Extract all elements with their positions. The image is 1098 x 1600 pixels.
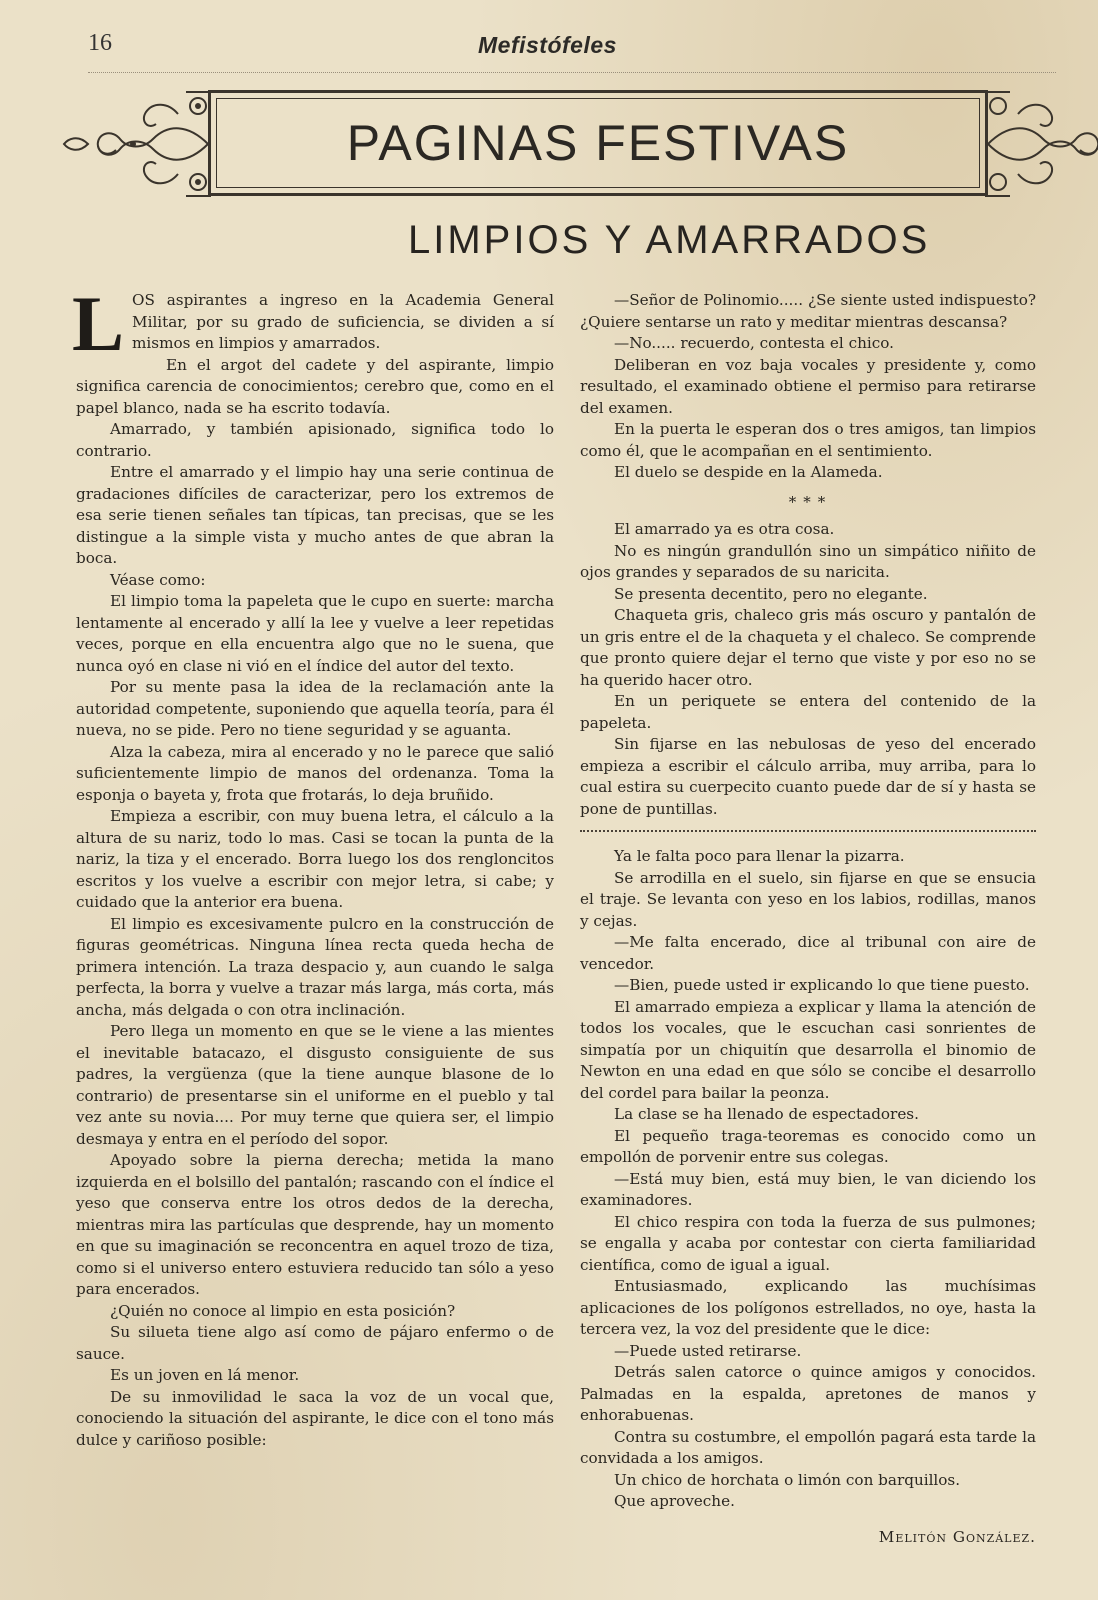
banner-ornament-right-icon (978, 84, 1098, 204)
paragraph: Que aproveche. (614, 1492, 735, 1510)
paragraph: Véase como: (110, 570, 206, 589)
author-signature: Melitón González. (878, 1527, 1036, 1546)
banner-ornament-left-icon (58, 84, 218, 204)
paragraph: El duelo se despide en la Alameda. (614, 463, 883, 481)
paragraph: Entre el amarrado y el limpio hay una serie continua de gradaciones difíciles de caracterizar, pero los extremos de esa serie tienen señales tan típicas, tan precisas, que se les distingue a la simple vista y mucho antes de que abran la boca. (76, 463, 554, 567)
paragraph: Se presenta decentito, pero no elegante. (614, 584, 928, 603)
paragraph: La clase se ha llenado de espectadores. (614, 1105, 919, 1123)
section-title: PAGINAS FESTIVAS (346, 115, 850, 171)
page-number: 16 (88, 30, 112, 56)
paragraph: Empieza a escribir, con muy buena letra, el cálculo a la altura de su nariz, todo lo mas. Casi se tocan la punta de la nariz, la tiza y el encerado. Borra luego los dos rengloncitos escritos y los vuelve a escribir con mejor letra, si cabe; y cuidado que la anterior era buena. (76, 807, 554, 911)
paragraph: El limpio es excesivamente pulcro en la construcción de figuras geométricas. Ninguna línea recta queda hecha de primera intención. La traza despacio y, aun cuando le salga perfecta, la borra y vuelve a trazar más larga, más corta, más ancha, más delgada o con otra inclinación. (76, 914, 554, 1019)
paragraph: Por su mente pasa la idea de la reclamación ante la autoridad competente, suponiendo que aquella teoría, para él nueva, no se pide. Pero no tiene seguridad y se aguanta. (76, 678, 554, 739)
paragraph: —Puede usted retirarse. (614, 1341, 802, 1360)
section-separator: * * * (788, 492, 828, 511)
paragraph: En un periquete se entera del contenido de la papeleta. (580, 692, 1036, 732)
paragraph: Alza la cabeza, mira al encerado y no le parece que salió suficientemente limpio de manos del ordenanza. Toma la esponja o bayeta y, frota que frotarás, lo deja bruñido. (76, 742, 554, 804)
right-paragraphs-a (580, 290, 1036, 484)
paragraph: El amarrado empieza a explicar y llama la atención de todos los vocales, que le escuchan casi sonrientes de simpatía por un chiquitín que desarrolla el binomio de Newton en una edad en que sólo se concibe el desarrollo del cordel para bailar la peonza. (580, 997, 1036, 1102)
paragraph: Deliberan en voz baja vocales y presidente y, como resultado, el examinado obtiene el permiso para retirarse del examen. (580, 355, 1036, 417)
paragraph: Es un joven en lá menor. (110, 1366, 300, 1384)
paragraph: Ya le falta poco para llenar la pizarra. (614, 847, 905, 865)
paragraph: En el argot del cadete y del aspirante, limpio significa carencia de conocimientos; cerebro que, como en el papel blanco, nada se ha escrito todavía. (76, 355, 554, 417)
left-paragraphs (76, 290, 554, 1451)
paragraph: De su inmovilidad le saca la voz de un vocal que, conociendo la situación del aspirante, le dice con el tono más dulce y cariñoso posible: (76, 1387, 554, 1449)
paragraph: El limpio toma la papeleta que le cupo en suerte: marcha lentamente al encerado y allí la lee y vuelve a leer repetidas veces, porque en ella encuentra algo que no le suena, que nunca oyó en clase ni vió en el índice del autor del texto. (76, 592, 554, 675)
paragraph: El chico respira con toda la fuerza de sus pulmones; se engalla y acaba por contestar con cierta familiaridad científica, como de igual a igual. (580, 1212, 1036, 1274)
paragraph: OS aspirantes a ingreso en la Academia General Militar, por su grado de suficiencia, se dividen a sí mismos en limpios y amarrados. (132, 291, 554, 352)
paragraph: No es ningún grandullón sino un simpático niñito de ojos grandes y separados de su naricita. (580, 541, 1036, 581)
section-banner (58, 84, 1058, 204)
left-column (72, 280, 554, 1451)
right-paragraphs-c (580, 846, 1036, 1513)
paragraph: Su silueta tiene algo así como de pájaro enfermo o de sauce. (76, 1323, 554, 1363)
paragraph: Entusiasmado, explicando las muchísimas aplicaciones de los polígonos estrellados, no oye, hasta la tercera vez, la voz del presidente que le dice: (580, 1277, 1036, 1338)
right-paragraphs-b (580, 519, 1036, 820)
paragraph: Un chico de horchata o limón con barquillos. (614, 1470, 961, 1489)
article-title: LIMPIOS Y AMARRADOS (408, 218, 931, 262)
header-rule (88, 72, 1056, 74)
magazine-title: Mefistófeles (478, 32, 617, 58)
paragraph: —Bien, puede usted ir explicando lo que tiene puesto. (614, 976, 1030, 994)
paragraph: —Me falta encerado, dice al tribunal con aire de vencedor. (580, 933, 1036, 973)
paragraph: En la puerta le esperan dos o tres amigos, tan limpios como él, que le acompañan en el sentimiento. (580, 420, 1036, 460)
paragraph: —Señor de Polinomio..... ¿Se siente usted indispuesto? ¿Quiere sentarse un rato y meditar mientras descansa? (580, 291, 1036, 331)
paragraph: Pero llega un momento en que se le viene a las mientes el inevitable batacazo, el disgusto consiguiente de sus padres, la vergüenza (que la tiene aunque blasone de lo contrario) de presentarse sin el uniforme en el pueblo y tal vez ante su novia.... Por muy terne que quiera ser, el limpio desmaya y entra en el período del sopor. (76, 1022, 554, 1148)
right-column (580, 290, 1036, 1548)
paragraph: Sin fijarse en las nebulosas de yeso del encerado empieza a escribir el cálculo arriba, muy arriba, para lo cual estira su cuerpecito cuanto puede dar de sí y hasta se pone de puntillas. (580, 735, 1036, 818)
paragraph: ¿Quién no conoce al limpio en esta posición? (110, 1301, 456, 1320)
paragraph: El amarrado ya es otra cosa. (614, 520, 835, 538)
paragraph: Amarrado, y también apisionado, significa todo lo contrario. (76, 420, 554, 460)
drop-cap: L (72, 280, 125, 367)
paragraph: Detrás salen catorce o quince amigos y conocidos. Palmadas en la espalda, apretones de manos y enhorabuenas. (580, 1363, 1036, 1424)
paragraph: Se arrodilla en el suelo, sin fijarse en que se ensucia el traje. Se levanta con yeso en los labios, rodillas, manos y cejas. (580, 868, 1036, 930)
paragraph: El pequeño traga-teoremas es conocido como un empollón de porvenir entre sus colegas. (580, 1126, 1036, 1166)
paragraph: Apoyado sobre la pierna derecha; metida la mano izquierda en el bolsillo del pantalón; rascando con el índice el yeso que conserva entre los otros dedos de la derecha, mientras mira las partículas que desprende, hay un momento en que su imaginación se reconcentra en aquel trozo de tiza, como si el universo entero estuviera reducido tan sólo a yeso para encerados. (76, 1151, 554, 1298)
paragraph: —No..... recuerdo, contesta el chico. (614, 334, 894, 352)
paragraph: Chaqueta gris, chaleco gris más oscuro y pantalón de un gris entre el de la chaqueta y el chaleco. Se comprende que pronto quiere dejar el terno que viste y por eso no se ha querido hacer otro. (580, 606, 1036, 689)
paragraph: —Está muy bien, está muy bien, le van diciendo los examinadores. (580, 1169, 1036, 1209)
dotted-divider (580, 830, 1036, 832)
paragraph: Contra su costumbre, el empollón pagará esta tarde la convidada a los amigos. (580, 1427, 1036, 1467)
